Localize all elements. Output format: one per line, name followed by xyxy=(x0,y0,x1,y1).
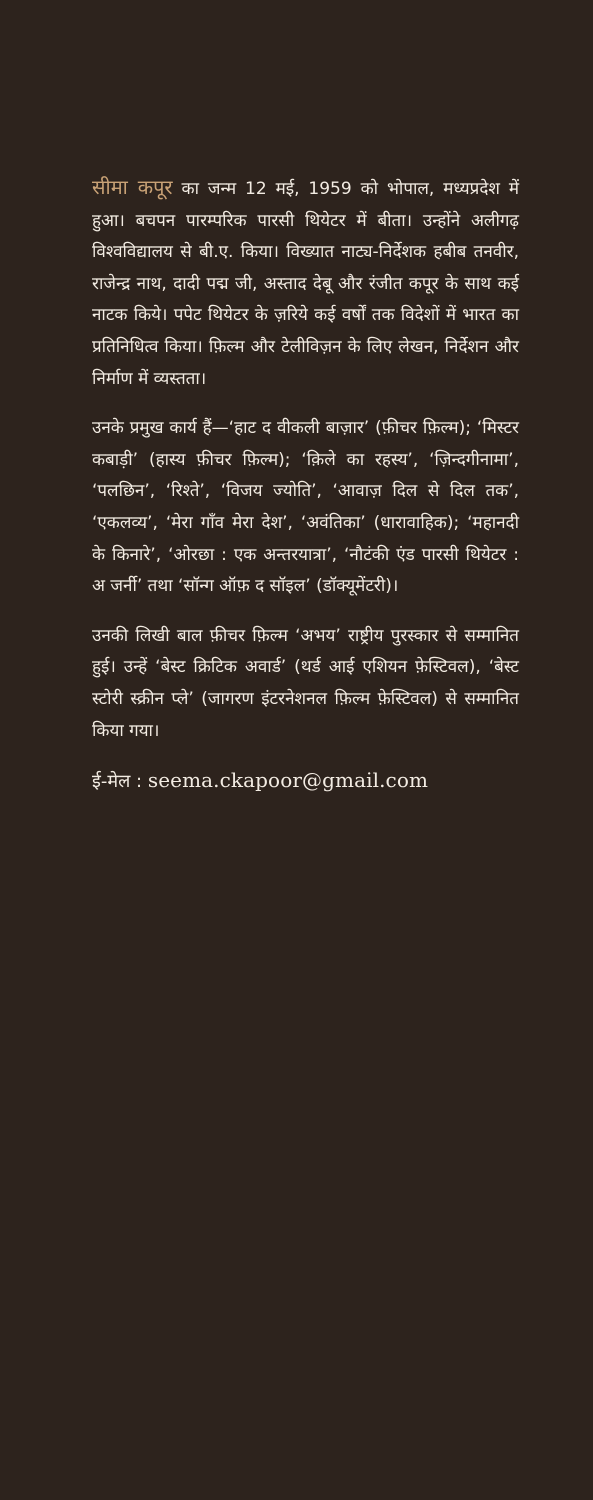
author-bio xyxy=(92,172,519,798)
bio-intro-text: का जन्म 12 मई, 1959 को भोपाल, मध्यप्रदेश में हुआ। बचपन पारम्परिक पारसी थियेटर में बीता। उन्होंने अलीगढ़ विश्वविद्यालय से बी.ए. किया। विख्यात नाट्य-निर्देशक हबीब तनवीर, राजेन्द्र नाथ, दादी पद्म जी, अस्ताद देबू और रंजीत कपूर के साथ कई नाटक किये। पपेट थियेटर के ज़रिये कई वर्षों तक विदेशों में भारत का प्रतिनिधित्व किया। फ़िल्म और टेलीविज़न के लिए लेखन, निर्देशन और निर्माण में व्यस्तता। xyxy=(92,179,519,389)
bio-paragraph-intro xyxy=(92,172,519,395)
bio-paragraph-awards: उनकी लिखी बाल फ़ीचर फ़िल्म ‘अभय’ राष्ट्रीय पुरस्कार से सम्मानित हुई। उन्हें ‘बेस्ट क्रिटिक अवार्ड’ (थर्ड आई एशियन फ़ेस्टिवल), ‘बेस्ट स्टोरी स्क्रीन प्ले’ (जागरण इंटरनेशनल फ़िल्म फ़ेस्टिवल) से सम्मानित किया गया। xyxy=(92,625,519,741)
bio-paragraph-works: उनके प्रमुख कार्य हैं—‘हाट द वीकली बाज़ार’ (फ़ीचर फ़िल्म); ‘मिस्टर कबाड़ी’ (हास्य फ़ीचर फ़िल्म); ‘क़िले का रहस्य’, ‘ज़िन्दगीनामा’, ‘पलछिन’, ‘रिश्ते’, ‘विजय ज्योति’, ‘आवाज़ दिल से दिल तक’, ‘एकलव्य’, ‘मेरा गाँव मेरा देश’, ‘अवंतिका’ (धारावाहिक); ‘महानदी के किनारे’, ‘ओरछा : एक अन्तरयात्रा’, ‘नौटंकी एंड पारसी थियेटर : अ जर्नी’ तथा ‘सॉन्ग ऑफ़ द सॉइल’ (डॉक्यूमेंटरी)। xyxy=(92,418,519,597)
author-name: सीमा कपूर xyxy=(92,175,173,199)
email-label: ई-मेल : xyxy=(92,771,143,793)
email-line xyxy=(92,765,519,798)
email-address: seema.ckapoor@gmail.com xyxy=(147,768,429,793)
